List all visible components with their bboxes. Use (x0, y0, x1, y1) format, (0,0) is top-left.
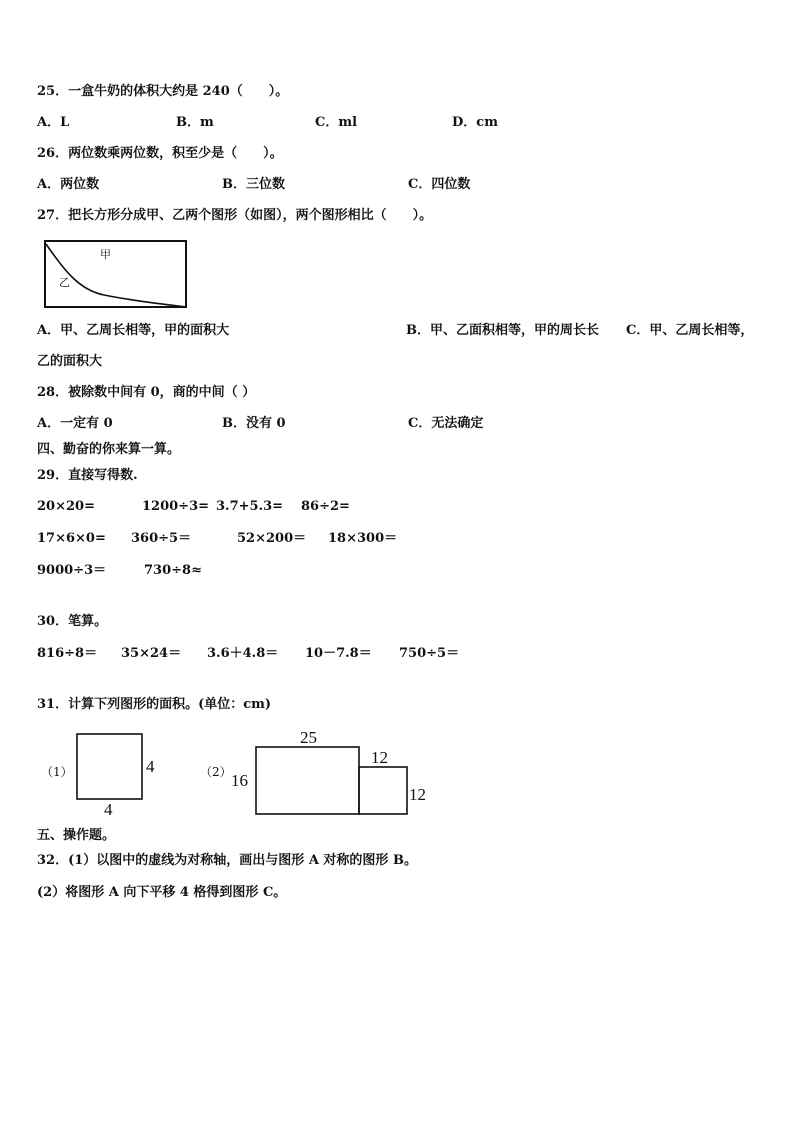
q26-option-a: A．两位数 (37, 177, 100, 192)
q25-option-b: B．m (176, 115, 214, 130)
q32-part1: 32．(1）以图中的虚线为对称轴，画出与图形 A 对称的图形 B。 (37, 853, 417, 868)
q26-option-b: B．三位数 (222, 177, 285, 192)
q29-item: 52×200＝ (237, 531, 307, 546)
q31-fig1-side-right: 4 (146, 757, 155, 776)
q31-fig2-side-left: 16 (231, 771, 248, 790)
q31-stem: 31．计算下列图形的面积。(单位：cm) (37, 697, 272, 712)
q29-item: 17×6×0= (37, 531, 106, 546)
q28-option-a: A．一定有 0 (37, 416, 113, 431)
q26-option-c: C．四位数 (408, 177, 471, 192)
q31-fig2-side-top-big: 25 (300, 728, 317, 747)
q30-stem: 30．笔算。 (37, 614, 108, 629)
q28-stem: 28．被除数中间有 0，商的中间（ ） (37, 385, 256, 400)
q29-item: 18×300＝ (328, 531, 398, 546)
q31-fig1-label: （1） (41, 765, 73, 779)
q27-stem: 27．把长方形分成甲、乙两个图形（如图），两个图形相比（ ）。 (37, 208, 433, 223)
q31-fig2-side-top-small: 12 (371, 748, 388, 767)
q30-item: 10－7.8＝ (305, 646, 372, 661)
q27-option-b: B．甲、乙面积相等，甲的周长长 (406, 323, 599, 338)
q25-option-d: D．cm (452, 115, 498, 130)
q29-item: 3.7+5.3= (216, 499, 284, 514)
q29-item: 86÷2= (301, 499, 350, 514)
q26-stem: 26．两位数乘两位数，积至少是（ ）。 (37, 146, 283, 161)
q27-option-c: C．甲、乙周长相等， (626, 323, 754, 338)
q27-label-jia: 甲 (100, 248, 111, 261)
q27-option-a: A．甲、乙周长相等，甲的面积大 (37, 323, 230, 338)
q29-item: 730÷8≈ (144, 563, 202, 578)
q28-option-b: B．没有 0 (222, 416, 286, 431)
q27-option-c-continued: 乙的面积大 (37, 354, 103, 369)
q29-item: 9000÷3＝ (37, 563, 107, 578)
q25-option-c: C．ml (315, 115, 358, 130)
q32-part2: (2）将图形 A 向下平移 4 格得到图形 C。 (37, 885, 287, 900)
q27-label-yi: 乙 (59, 276, 70, 289)
q29-item: 1200÷3= (142, 499, 210, 514)
section5-title: 五、操作题。 (37, 828, 116, 843)
q29-item: 360÷5＝ (131, 531, 192, 546)
q30-item: 35×24＝ (121, 646, 182, 661)
q25-stem: 25．一盒牛奶的体积大约是 240（ ）。 (37, 84, 289, 99)
q28-option-c: C．无法确定 (408, 416, 484, 431)
q30-item: 750÷5＝ (399, 646, 460, 661)
q31-fig2-label: （2） (200, 765, 232, 779)
q31-square-figure (76, 733, 144, 801)
q25-option-a: A．L (37, 115, 70, 130)
q29-stem: 29．直接写得数. (37, 468, 138, 483)
q31-fig1-side-bottom: 4 (104, 800, 113, 819)
q30-item: 3.6＋4.8＝ (207, 646, 279, 661)
q29-item: 20×20= (37, 499, 95, 514)
section4-title: 四、勤奋的你来算一算。 (37, 442, 181, 457)
q30-item: 816÷8＝ (37, 646, 98, 661)
q31-fig2-side-right-small: 12 (409, 785, 426, 804)
